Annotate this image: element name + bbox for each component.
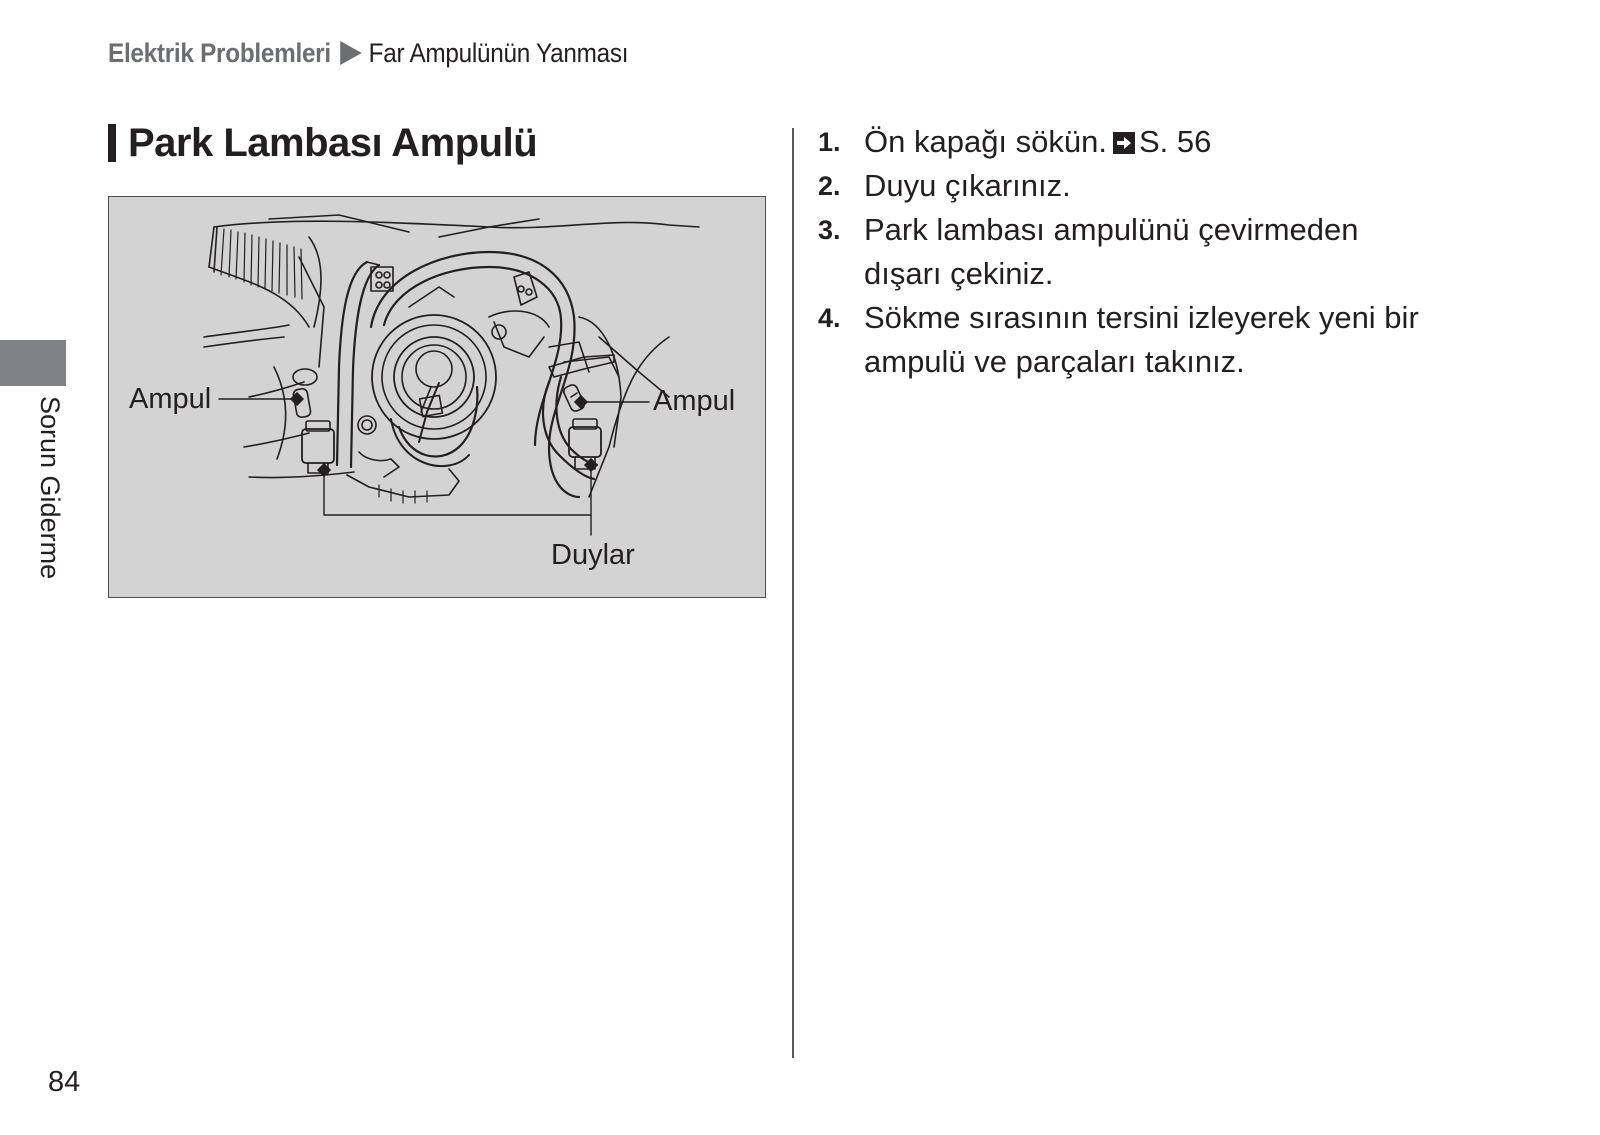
step-text: Sökme sırasının tersini izleyerek yeni bir ampulü ve parçaları takınız. bbox=[864, 300, 1419, 379]
step-text: Park lambası ampulünü çevirmeden dışarı çekiniz. bbox=[864, 212, 1359, 291]
step-text bbox=[864, 120, 1538, 164]
breadcrumb bbox=[108, 38, 628, 69]
step-item bbox=[818, 164, 1538, 208]
figure-label-sockets: Duylar bbox=[551, 539, 635, 571]
arrow-reference-icon[interactable] bbox=[1113, 132, 1135, 154]
breadcrumb-page: Far Ampulünün Yanması bbox=[368, 38, 629, 68]
step-number: 4. bbox=[818, 303, 841, 333]
column-divider bbox=[792, 128, 794, 1058]
page-reference-link[interactable]: S. 56 bbox=[1139, 124, 1212, 159]
step-item bbox=[818, 120, 1538, 164]
figure-label-bulb-left: Ampul bbox=[129, 383, 212, 415]
breadcrumb-section[interactable]: Elektrik Problemleri bbox=[108, 38, 331, 68]
step-item bbox=[818, 208, 1538, 296]
step-text: Duyu çıkarınız. bbox=[864, 168, 1071, 203]
step-text-content: Ön kapağı sökün. bbox=[864, 124, 1107, 159]
section-title bbox=[108, 120, 537, 166]
step-item bbox=[818, 296, 1538, 384]
breadcrumb-arrow-icon bbox=[340, 41, 362, 65]
section-title-text: Park Lambası Ampulü bbox=[128, 120, 538, 165]
step-number: 3. bbox=[818, 215, 841, 245]
step-number: 2. bbox=[818, 171, 841, 201]
title-bar-marker bbox=[108, 124, 116, 162]
headlight-illustration bbox=[108, 196, 766, 598]
step-number: 1. bbox=[818, 127, 841, 157]
instruction-steps bbox=[818, 120, 1538, 384]
page-number: 84 bbox=[48, 1066, 81, 1098]
chapter-tab[interactable] bbox=[0, 340, 66, 386]
figure-label-bulb-right: Ampul bbox=[653, 385, 736, 417]
chapter-tab-label[interactable]: Sorun Giderme bbox=[35, 396, 65, 580]
